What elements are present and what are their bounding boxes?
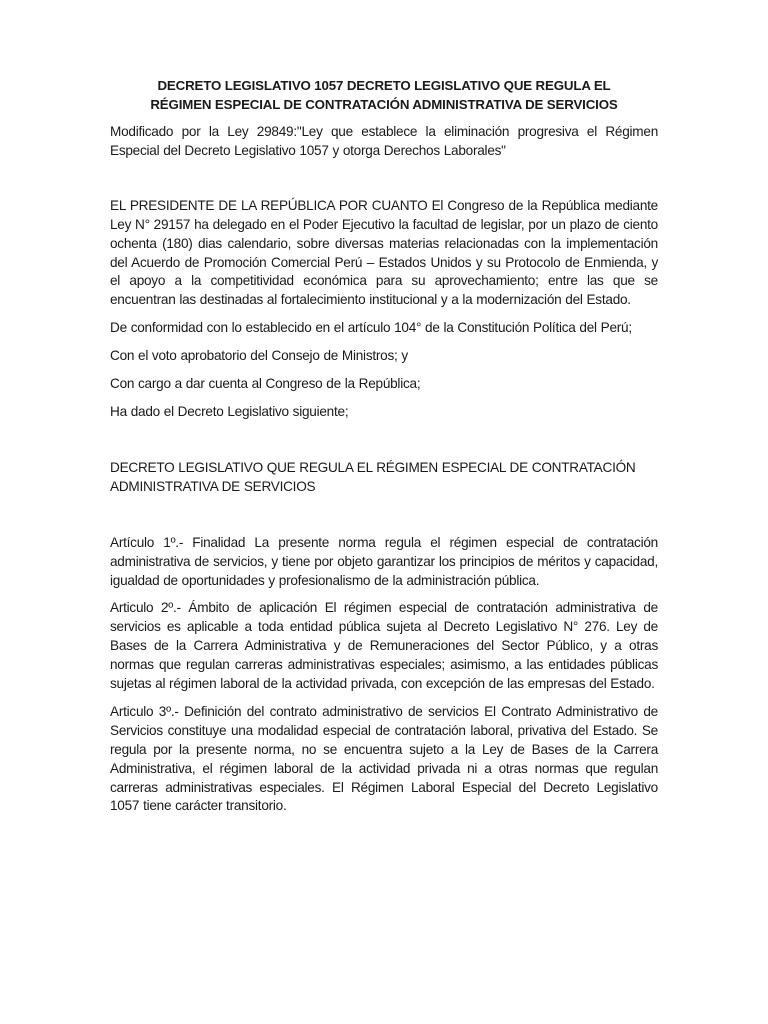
article-1: Artículo 1º.- Finalidad La presente norma regula el régimen especial de contratación administrativa de servicios, y tiene por objeto garantizar los principios de méritos y capacidad, igualdad de oportunidades y profesionalismo de la administración pública.	[110, 534, 658, 588]
modification-note: Modificado por la Ley 29849:"Ley que establece la eliminación progresiva el Régimen Especial del Decreto Legislativo 1057 y otorga Derechos Laborales"	[110, 124, 658, 158]
article-2: Articulo 2º.- Ámbito de aplicación El régimen especial de contratación administrativa de servicios es aplicable a toda entidad pública sujeta al Decreto Legislativo N° 276. Ley de Bases de la Carrera Administrativa y de Remuneraciones del Sector Público, y a otras normas que regulan carreras administrativas especiales; asimismo, a las entidades públicas sujetas al régimen laboral de la actividad privada, con excepción de las empresas del Estado.	[110, 600, 658, 692]
vote-paragraph: Con el voto aprobatorio del Consejo de Ministros; y	[110, 348, 408, 364]
conformity-paragraph: De conformidad con lo establecido en el artículo 104° de la Constitución Política del Perú;	[110, 320, 632, 336]
preamble-paragraph: EL PRESIDENTE DE LA REPÚBLICA POR CUANTO El Congreso de la República mediante Ley N° 29157 ha delegado en el Poder Ejecutivo la facultad de legislar, por un plazo de ciento ochenta (180) dias calendario, sobre diversas materias relacionadas con la implementación del Acuerdo de Promoción Comercial Perú – Estados Unidos y su Protocolo de Enmienda, y el apoyo a la competitividad económica para su aprovechamiento; entre las que se encuentran las destinadas al fortalecimiento institucional y a la modernización del Estado.	[110, 197, 658, 308]
document-title	[110, 77, 658, 114]
title-line-2: RÉGIMEN ESPECIAL DE CONTRATACIÓN ADMINISTRATIVA DE SERVICIOS	[150, 96, 618, 112]
given-paragraph: Ha dado el Decreto Legislativo siguiente;	[110, 403, 349, 419]
document-body	[110, 77, 658, 816]
decree-heading: DECRETO LEGISLATIVO QUE REGULA EL RÉGIMEN ESPECIAL DE CONTRATACIÓN ADMINISTRATIVA DE SERVICIOS	[110, 459, 636, 494]
report-paragraph: Con cargo a dar cuenta al Congreso de la República;	[110, 376, 421, 392]
title-line-1: DECRETO LEGISLATIVO 1057 DECRETO LEGISLATIVO QUE REGULA EL	[157, 78, 611, 93]
article-3: Articulo 3º.- Definición del contrato administrativo de servicios El Contrato Administrativo de Servicios constituye una modalidad especial de contratación laboral, privativa del Estado. Se regula por la presente norma, no se encuentra sujeto a la Ley de Bases de la Carrera Administrativa, el régimen laboral de la actividad privada ni a otras normas que regulan carreras administrativas especiales. El Régimen Laboral Especial del Decreto Legislativo 1057 tiene carácter transitorio.	[110, 703, 658, 814]
